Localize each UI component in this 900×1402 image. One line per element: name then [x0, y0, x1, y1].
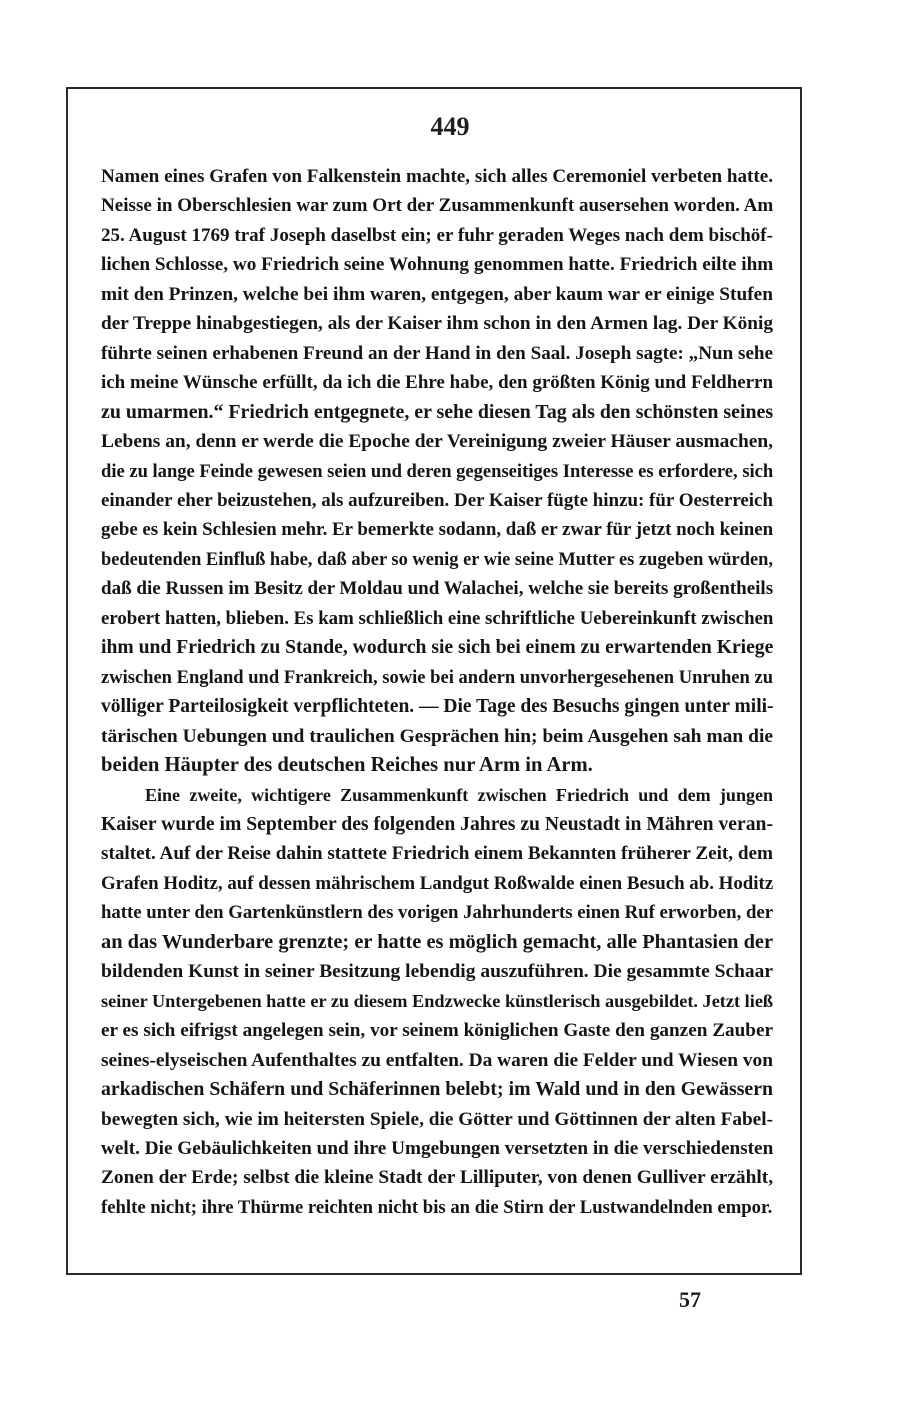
text-line: erobert hatten, blieben. Es kam schließlich eine schriftliche Uebereinkunft zwischen: [101, 607, 774, 629]
text-line: bedeutenden Einfluß habe, daß aber so wenig er wie seine Mutter es zugeben würden,: [101, 548, 773, 569]
text-line: staltet. Auf der Reise dahin stattete Friedrich einem Bekannten früherer Zeit, dem: [101, 843, 773, 865]
text-line: bewegten sich, wie im heitersten Spiele, die Götter und Göttinnen der alten Fabel-: [101, 1108, 773, 1130]
text-line: die zu lange Feinde gewesen seien und deren gegenseitiges Interesse es erfordere, sich: [101, 460, 774, 482]
text-line: 25. August 1769 traf Joseph daselbst ein; er fuhr geraden Weges nach dem bischöf-: [101, 224, 773, 246]
text-line: tärischen Uebungen und traulichen Gesprächen hin; beim Ausgehen sah man die: [101, 725, 773, 747]
text-line: arkadischen Schäfern und Schäferinnen belebt; im Wald und in den Gewässern: [101, 1078, 773, 1101]
text-line: seiner Untergebenen hatte er zu diesem Endzwecke künstlerisch ausgebildet. Jetzt ließ: [101, 990, 774, 1011]
text-line: Namen eines Grafen von Falkenstein machte, sich alles Ceremoniel verbeten hatte.: [101, 166, 773, 187]
paragraph-1: [101, 162, 773, 781]
body-text: [101, 162, 773, 1222]
text-line: seines-elyseischen Aufenthaltes zu entfalten. Da waren die Felder und Wiesen von: [101, 1049, 773, 1071]
text-line: einander eher beizustehen, als aufzureiben. Der Kaiser fügte hinzu: für Oesterreich: [101, 489, 773, 511]
text-line: daß die Russen im Besitz der Moldau und Walachei, welche sie bereits großentheils: [101, 578, 774, 600]
text-line: ihm und Friedrich zu Stande, wodurch sie sich bei einem zu erwartenden Kriege: [101, 637, 774, 659]
text-line: an das Wunderbare grenzte; er hatte es möglich gemacht, alle Phantasien der: [101, 930, 773, 953]
text-line: führte seinen erhabenen Freund an der Hand in den Saal. Joseph sagte: „Nun sehe: [101, 342, 773, 364]
text-line: welt. Die Gebäulichkeiten und ihre Umgebungen versetzten in die verschiedensten: [101, 1137, 774, 1159]
text-line: beiden Häupter des deutschen Reiches nur Arm in Arm.: [101, 754, 593, 777]
text-line: Neisse in Oberschlesien war zum Ort der Zusammenkunft ausersehen worden. Am: [101, 195, 774, 217]
text-line: mit den Prinzen, welche bei ihm waren, entgegen, aber kaum war er einige Stufen: [101, 283, 773, 305]
text-line: ich meine Wünsche erfüllt, da ich die Ehre habe, den größten König und Feldherrn: [101, 372, 773, 394]
text-line: Eine zweite, wichtigere Zusammenkunft zwischen Friedrich und dem jungen: [145, 784, 773, 805]
page-number: 449: [430, 112, 470, 141]
text-line: völliger Parteilosigkeit verpflichteten. — Die Tage des Besuchs gingen unter mili-: [101, 696, 774, 718]
text-line: lichen Schlosse, wo Friedrich seine Wohnung genommen hatte. Friedrich eilte ihm: [101, 254, 774, 276]
text-line: hatte unter den Gartenkünstlern des vorigen Jahrhunderts einen Ruf erworben, der: [101, 902, 774, 924]
signature-mark: 57: [679, 1287, 701, 1312]
text-line: Lebens an, denn er werde die Epoche der Vereinigung zweier Häuser ausmachen,: [101, 431, 773, 453]
text-line: zwischen England und Frankreich, sowie bei andern unvorhergesehenen Unruhen zu: [101, 666, 773, 688]
text-line: er es sich eifrigst angelegen sein, vor seinem königlichen Gaste den ganzen Zauber: [101, 1020, 773, 1042]
text-line: Zonen der Erde; selbst die kleine Stadt der Lilliputer, von denen Gulliver erzählt,: [101, 1167, 774, 1189]
text-line: Grafen Hoditz, auf dessen mährischem Landgut Roßwalde einen Besuch ab. Hoditz: [101, 872, 774, 894]
text-line: fehlte nicht; ihre Thürme reichten nicht bis an die Stirn der Lustwandelnden empor.: [101, 1196, 773, 1218]
text-line: zu umarmen.“ Friedrich entgegnete, er sehe diesen Tag als den schönsten seines: [101, 400, 774, 423]
text-line: gebe es kein Schlesien mehr. Er bemerkte sodann, daß er zwar für jetzt noch keinen: [101, 519, 774, 541]
paragraph-2: [101, 781, 773, 1223]
text-line: der Treppe hinabgestiegen, als der Kaiser ihm schon in den Armen lag. Der König: [101, 313, 773, 335]
text-line: Kaiser wurde im September des folgenden Jahres zu Neustadt in Mähren veran-: [101, 812, 773, 835]
text-line: bildenden Kunst in seiner Besitzung lebendig auszuführen. Die gesammte Schaar: [101, 961, 773, 983]
